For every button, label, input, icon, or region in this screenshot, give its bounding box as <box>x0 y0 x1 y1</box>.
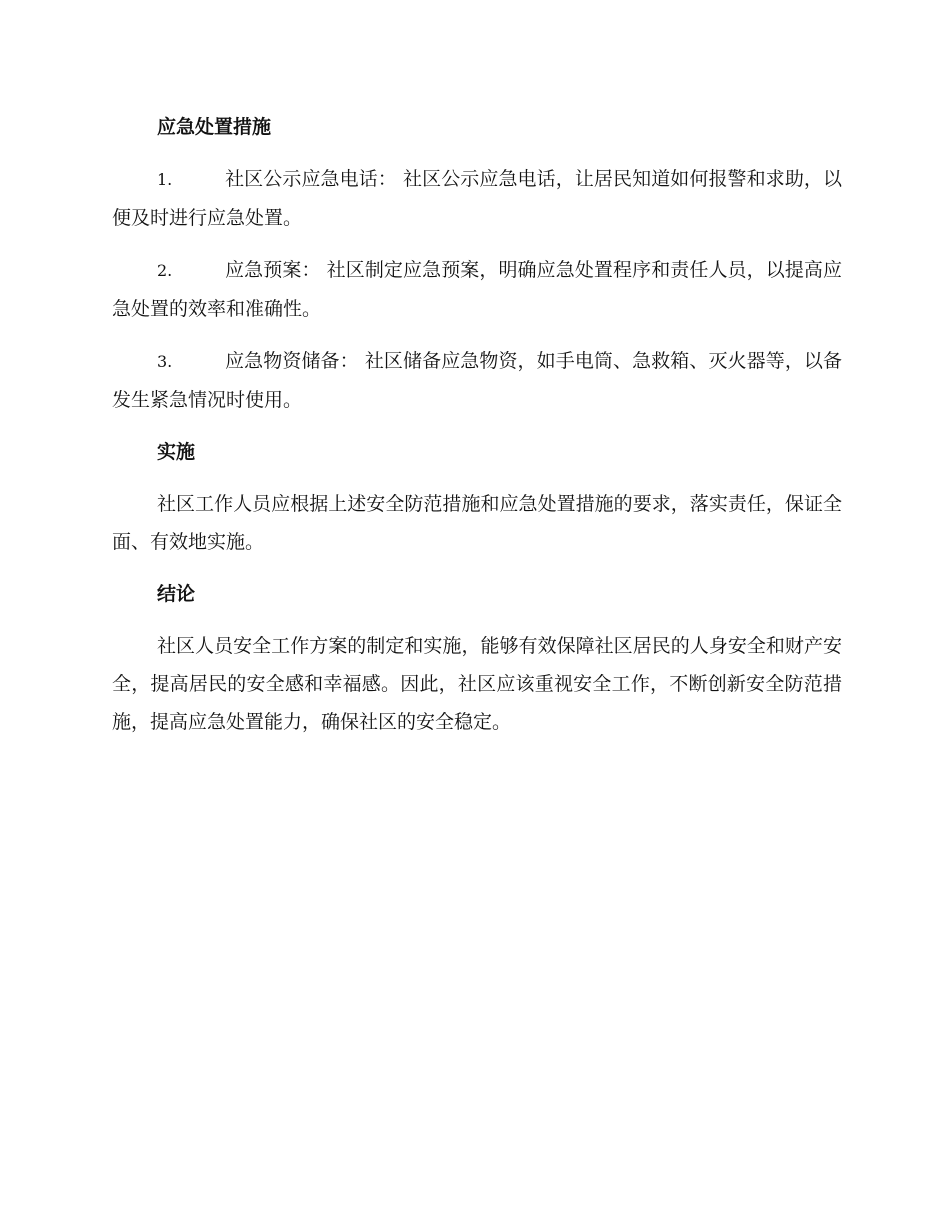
implementation-paragraph: 社区工作人员应根据上述安全防范措施和应急处置措施的要求，落实责任，保证全面、有效地实施。 <box>112 493 842 553</box>
section-heading-implementation: 实施 <box>157 441 196 463</box>
section-heading-emergency: 应急处置措施 <box>157 116 272 138</box>
list-item <box>112 251 842 328</box>
list-item <box>112 160 842 237</box>
list-number: 1. <box>157 170 173 189</box>
list-text: 应急物资储备： 社区储备应急物资，如手电筒、急救箱、灭火器等，以备发生紧急情况时使用。 <box>112 350 842 411</box>
document-page <box>112 108 842 755</box>
list-text: 应急预案： 社区制定应急预案，明确应急处置程序和责任人员，以提高应急处置的效率和准确性。 <box>112 259 842 320</box>
list-number: 3. <box>157 352 173 371</box>
section-heading-conclusion: 结论 <box>157 583 196 605</box>
list-text: 社区公示应急电话： 社区公示应急电话，让居民知道如何报警和求助，以便及时进行应急处置。 <box>112 168 842 229</box>
list-item <box>112 342 842 419</box>
conclusion-paragraph: 社区人员安全工作方案的制定和实施，能够有效保障社区居民的人身安全和财产安全，提高居民的安全感和幸福感。因此，社区应该重视安全工作，不断创新安全防范措施，提高应急处置能力，确保社区的安全稳定。 <box>112 635 842 733</box>
list-number: 2. <box>157 261 173 280</box>
